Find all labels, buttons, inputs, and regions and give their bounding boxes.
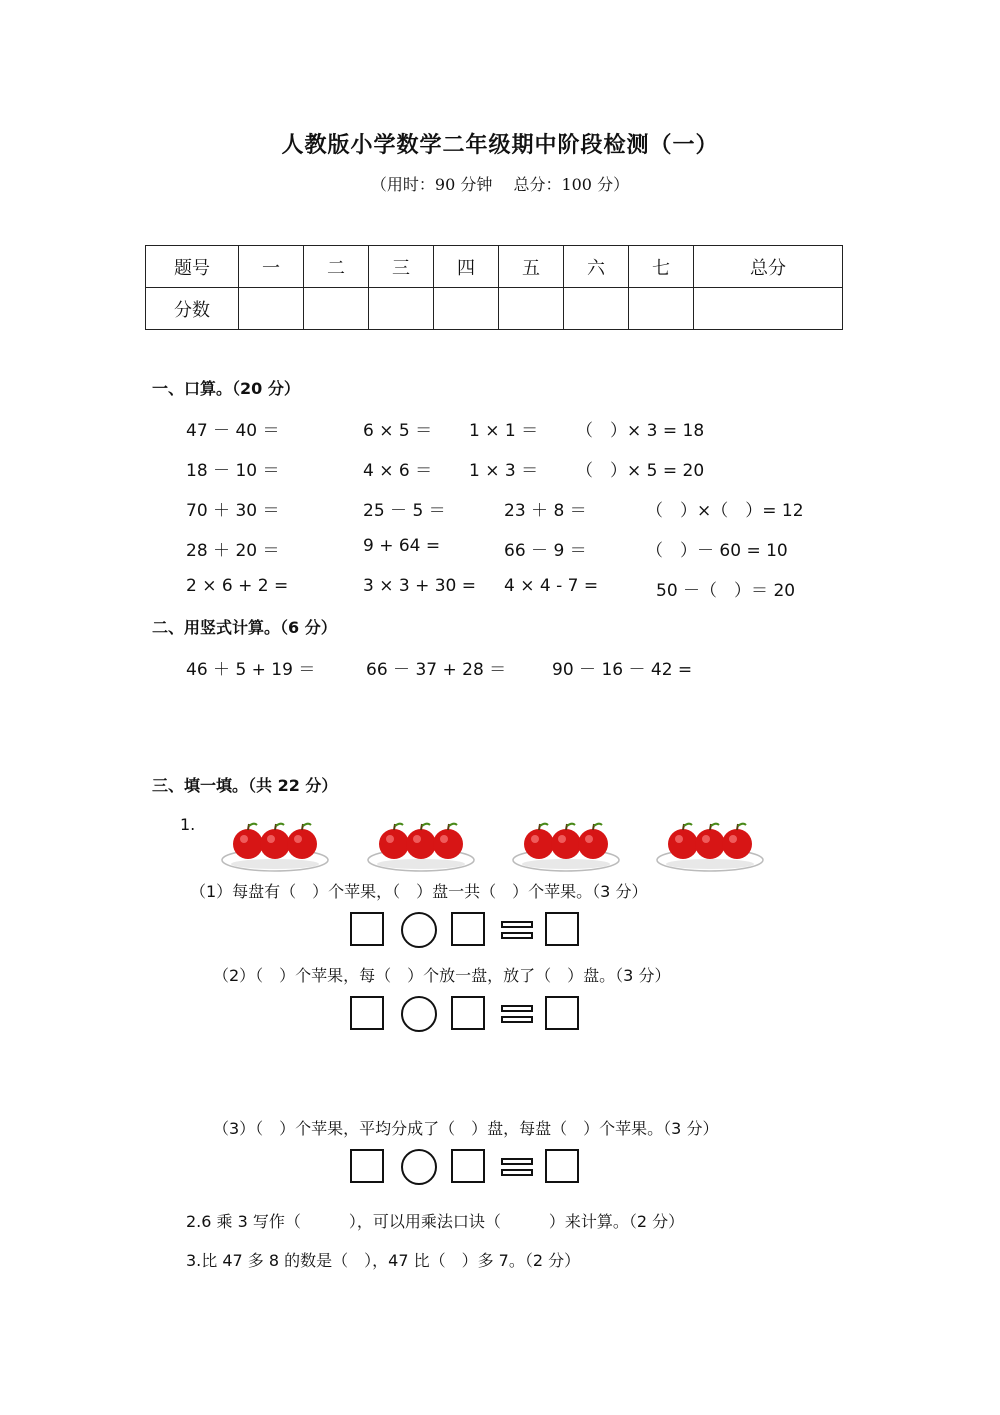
score-input-cell[interactable] [499,288,564,330]
mental-math-item: 2 × 6 + 2 = [186,576,289,596]
answer-box[interactable] [451,996,485,1030]
question1-part2: （2）（ ）个苹果，每（ ）个放一盘，放了（ ）盘。（3 分） [213,966,671,985]
score-input-cell[interactable] [239,288,304,330]
section1-heading: 一、口算。（20 分） [152,379,300,398]
score-input-cell[interactable] [304,288,369,330]
answer-box[interactable] [350,912,384,946]
apple-plate-image [511,818,621,876]
question1-part3: （3）（ ）个苹果，平均分成了（ ）盘，每盘（ ）个苹果。（3 分） [213,1119,719,1138]
page-title: 人教版小学数学二年级期中阶段检测（一） [281,133,719,158]
mental-math-item: 23 ＋ 8 ＝ [504,501,587,521]
score-row-label: 分数 [146,288,239,330]
answer-box[interactable] [451,1149,485,1183]
score-table-score-row [146,288,843,330]
apple-plate-image [220,818,330,876]
score-input-cell[interactable] [694,288,843,330]
mental-math-item: 1 × 1 ＝ [469,421,539,441]
mental-math-item: （ ）－ 60 = 10 [646,541,788,561]
apple-plate-image [366,818,476,876]
mental-math-item: 66 － 9 ＝ [504,541,587,561]
answer-box[interactable] [545,912,579,946]
score-cell-4: 四 [434,246,499,288]
mental-math-item: 47 － 40 ＝ [186,421,280,441]
score-cell-total: 总分 [694,246,843,288]
question2: 2.6 乘 3 写作（ ），可以用乘法口诀（ ）来计算。（2 分） [186,1212,685,1231]
question3: 3.比 47 多 8 的数是（ ），47 比（ ）多 7。（2 分） [186,1251,581,1270]
score-cell-6: 六 [564,246,629,288]
score-cell-2: 二 [304,246,369,288]
section2-heading: 二、用竖式计算。（6 分） [152,618,337,637]
mental-math-item: 25 － 5 ＝ [363,501,446,521]
mental-math-item: 28 ＋ 20 ＝ [186,541,280,561]
score-cell-1: 一 [239,246,304,288]
score-cell-3: 三 [369,246,434,288]
vertical-calc-item: 66 － 37 + 28 ＝ [366,660,507,680]
mental-math-item: 3 × 3 + 30 = [363,576,477,596]
answer-box[interactable] [350,1149,384,1183]
answer-box[interactable] [545,996,579,1030]
score-cell-label: 题号 [146,246,239,288]
page-subtitle: （用时：90 分钟 总分：100 分） [370,175,630,194]
answer-box[interactable] [350,996,384,1030]
mental-math-item: （ ）× 5 = 20 [576,461,705,481]
score-table-header-row [146,246,843,288]
score-input-cell[interactable] [434,288,499,330]
mental-math-item: 18 － 10 ＝ [186,461,280,481]
answer-box[interactable] [545,1149,579,1183]
vertical-calc-item: 46 ＋ 5 + 19 ＝ [186,660,316,680]
score-cell-5: 五 [499,246,564,288]
mental-math-item: 9 + 64 = [363,536,441,556]
mental-math-item: （ ）× 3 = 18 [576,421,705,441]
operator-circle[interactable] [401,996,437,1032]
score-input-cell[interactable] [629,288,694,330]
apple-plate-image [655,818,765,876]
equals-sign-icon [501,921,533,939]
score-table [145,245,843,330]
mental-math-item: 70 ＋ 30 ＝ [186,501,280,521]
vertical-calc-item: 90 － 16 － 42 = [552,660,693,680]
mental-math-item: 50 －（ ）＝ 20 [656,581,796,601]
question1-part1: （1）每盘有（ ）个苹果，（ ）盘一共（ ）个苹果。（3 分） [190,882,648,901]
operator-circle[interactable] [401,1149,437,1185]
score-input-cell[interactable] [564,288,629,330]
equals-sign-icon [501,1158,533,1176]
mental-math-item: 6 × 5 ＝ [363,421,433,441]
mental-math-item: 1 × 3 ＝ [469,461,539,481]
section3-heading: 三、填一填。（共 22 分） [152,776,338,795]
mental-math-item: 4 × 4 - 7 = [504,576,599,596]
mental-math-item: 4 × 6 ＝ [363,461,433,481]
score-input-cell[interactable] [369,288,434,330]
question1-label: 1. [180,815,196,834]
operator-circle[interactable] [401,912,437,948]
score-cell-7: 七 [629,246,694,288]
answer-box[interactable] [451,912,485,946]
equals-sign-icon [501,1005,533,1023]
mental-math-item: （ ）×（ ）= 12 [646,501,804,521]
